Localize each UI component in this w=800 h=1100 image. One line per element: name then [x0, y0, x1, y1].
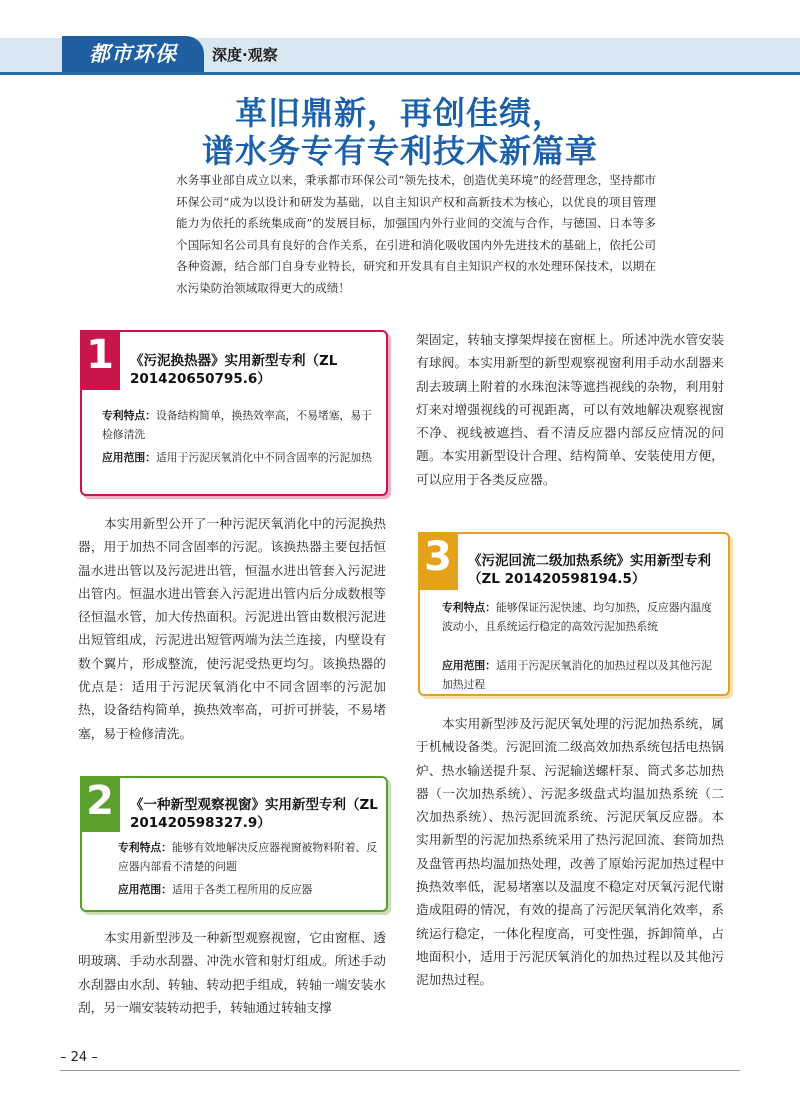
intro-paragraph: 水务事业部自成立以来，秉承都市环保公司“领先技术，创造优美环境”的经营理念，坚持都市环保公司“成为以设计和研发为基础，以自主知识产权和高新技术为核心，以优良的项目管理能力为依托的系统集成商”的发展目标，加强国内外行业间的交流与合作，与德国、日本等多个国际知名公司具有良好的合作关系，在引进和消化吸收国内外先进技术的基础上，依托公司各种资源，结合部门自身专业特长，研究和开发具有自主知识产权的水处理环保技术，以期在水污染防治领域取得更大的成绩！	[176, 173, 656, 295]
magazine-logo: 都市环保	[62, 36, 204, 72]
patent-features-1: 专利特点：设备结构简单，换热效率高，不易堵塞，易于检修清洗	[102, 409, 372, 441]
title-line-1: 革旧鼎新，再创佳绩，	[234, 94, 565, 132]
patent-box-1	[80, 330, 388, 496]
title-line-2: 谱水务专有专利技术新篇章	[201, 132, 598, 170]
page-number: – 24 –	[60, 1050, 98, 1065]
section-tag: 深度·观察	[212, 46, 278, 64]
patent-number-3: 3	[418, 532, 458, 590]
footer-rule	[60, 1070, 740, 1071]
patent-box-2	[80, 776, 388, 912]
patent-number-1: 1	[80, 330, 120, 390]
patent-number-2: 2	[80, 776, 120, 832]
header-rule	[0, 72, 800, 75]
patent-title-3: 《污泥回流二级加热系统》实用新型专利（ZL 201420598194.5）	[468, 553, 711, 587]
patent-scope-3: 应用范围：适用于污泥厌氧消化的加热过程以及其他污泥加热过程	[442, 659, 712, 691]
patent-2-description-cont: 架固定，转轴支撑架焊接在窗框上。所述冲洗水管安装有球阀。本实用新型的新型观察视窗利用手动水刮器来刮去玻璃上附着的水珠泡沫等遮挡视线的杂物，利用射灯来对增强视线的可视距离，可以有效地解决观察视窗不净、视线被遮挡、看不清反应器内部反应情况的问题。本实用新型设计合理、结构简单、安装使用方便，可以应用于各类反应器。	[416, 332, 724, 487]
patent-box-3	[418, 532, 730, 696]
patent-features-3: 专利特点：能够保证污泥快速、均匀加热，反应器内温度波动小，且系统运行稳定的高效污泥加热系统	[442, 601, 712, 633]
patent-1-description: 本实用新型公开了一种污泥厌氧消化中的污泥换热器，用于加热不同含固率的污泥。该换热器主要包括恒温水进出管以及污泥进出管，恒温水进出管套入污泥进出管内。恒温水进出管套入污泥进出管内后分成数根等径恒温水管，加大传热面积。污泥进出管由数根污泥进出短管组成，污泥进出短管两端为法兰连接，内壁设有数个翼片，形成整流，使污泥受热更均匀。该换热器的优点是：适用于污泥厌氧消化中不同含固率的污泥加热，设备结构简单，换热效率高，可折可拼装，不易堵塞，易于检修清洗。	[78, 516, 386, 741]
patent-title-2: 《一种新型观察视窗》实用新型专利（ZL 201420598327.9）	[130, 797, 378, 831]
patent-title-1: 《污泥换热器》实用新型专利（ZL 201420650795.6）	[130, 353, 338, 387]
patent-scope-2: 应用范围：适用于各类工程所用的反应器	[118, 883, 313, 896]
patent-3-description: 本实用新型涉及污泥厌氧处理的污泥加热系统，属于机械设备类。污泥回流二级高效加热系统包括电热锅炉、热水输送提升泵、污泥输送螺杆泵、筒式多芯加热器（一次加热系统）、污泥多级盘式均温加热系统（二次加热系统）、热污泥回流系统、污泥厌氧反应器。本实用新型的污泥加热系统采用了热污泥回流、套筒加热及盘管再热均温加热处理，改善了原始污泥加热过程中换热效率低，泥易堵塞以及温度不稳定对厌氧污泥代谢造成阻碍的情况，有效的提高了污泥厌氧消化效率，系统运行稳定，一体化程度高，可变性强，拆卸简单，占地面积小，适用于污泥厌氧消化的加热过程以及其他污泥加热过程。	[416, 716, 724, 988]
patent-scope-1: 应用范围：适用于污泥厌氧消化中不同含固率的污泥加热	[102, 451, 372, 464]
patent-2-description: 本实用新型涉及一种新型观察视窗，它由窗框、透明玻璃、手动水刮器、冲洗水管和射灯组成。所述手动水刮器由水刮、转轴、转动把手组成，转轴一端安装水刮，另一端安装转动把手，转轴通过转轴支撑	[78, 930, 386, 1015]
patent-features-2: 专利特点：能够有效地解决反应器视窗被物料附着、反应器内部看不清楚的问题	[118, 841, 378, 873]
